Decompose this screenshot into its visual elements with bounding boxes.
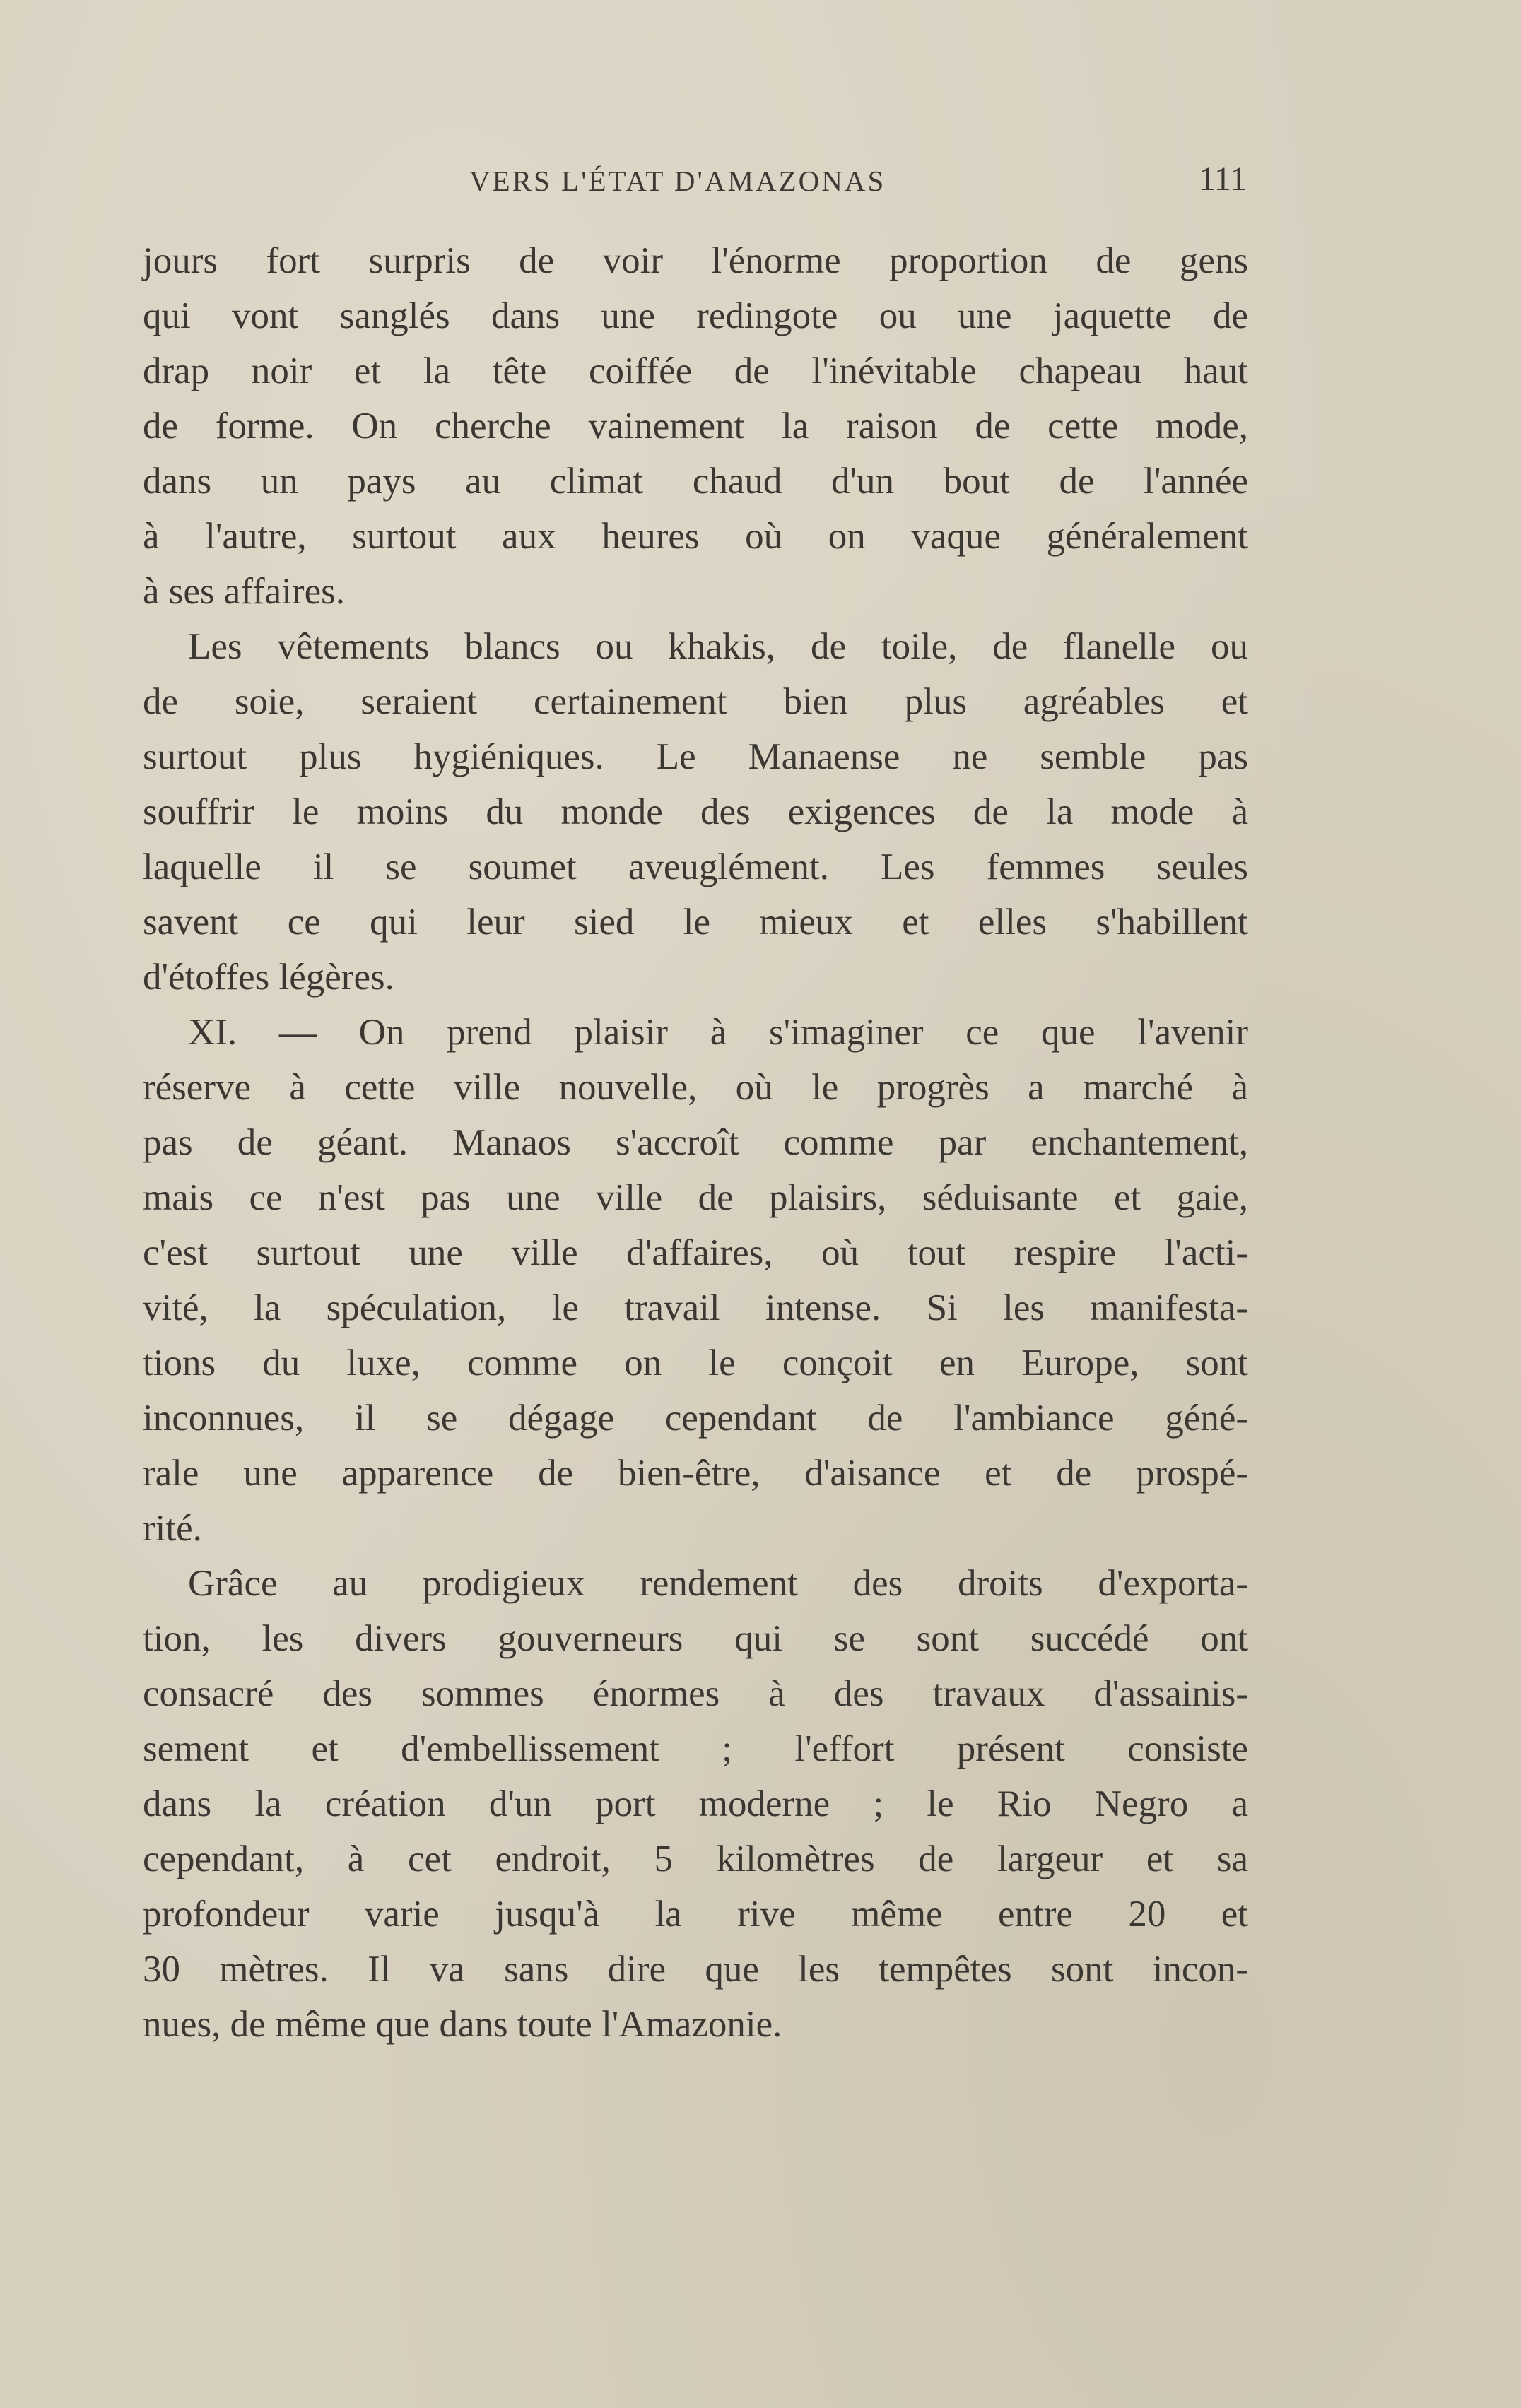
text-line: jours fort surpris de voir l'énorme proportion de gens — [143, 240, 1248, 281]
text-line: rité. — [143, 1508, 202, 1549]
text-line: pas de géant. Manaos s'accroît comme par enchantement, — [143, 1122, 1248, 1163]
text-line: laquelle il se soumet aveuglément. Les femmes seules — [143, 846, 1248, 887]
text-line: 30 mètres. Il va sans dire que les tempêtes sont incon- — [143, 1949, 1248, 1990]
text-line: cependant, à cet endroit, 5 kilomètres de largeur et sa — [143, 1839, 1248, 1879]
text-line: de forme. On cherche vainement la raison de cette mode, — [143, 406, 1248, 447]
text-line: à ses affaires. — [143, 571, 345, 612]
text-line: souffrir le moins du monde des exigences de la mode à — [143, 791, 1248, 832]
text-line: réserve à cette ville nouvelle, où le progrès a marché à — [143, 1067, 1248, 1108]
text-line: à l'autre, surtout aux heures où on vaque généralement — [143, 516, 1248, 557]
text-line: surtout plus hygiéniques. Le Manaense ne semble pas — [143, 736, 1248, 777]
text-line: sement et d'embellissement ; l'effort présent consiste — [143, 1728, 1248, 1769]
text-line: d'étoffes légères. — [143, 957, 394, 998]
text-line: drap noir et la tête coiffée de l'inévitable chapeau haut — [143, 350, 1248, 391]
text-line: profondeur varie jusqu'à la rive même entre 20 et — [143, 1894, 1248, 1935]
text-line: dans la création d'un port moderne ; le Rio Negro a — [143, 1783, 1248, 1824]
text-line: de soie, seraient certainement bien plus agréables et — [143, 681, 1248, 722]
running-head: VERS L'ÉTAT D'AMAZONAS — [469, 165, 886, 197]
text-line: nues, de même que dans toute l'Amazonie. — [143, 2004, 782, 2045]
text-line: Les vêtements blancs ou khakis, de toile, de flanelle ou — [188, 626, 1248, 667]
body-text — [143, 233, 1248, 2052]
text-line: vité, la spéculation, le travail intense. Si les manifesta- — [143, 1287, 1248, 1328]
text-line: Grâce au prodigieux rendement des droits d'exporta- — [188, 1563, 1248, 1604]
text-line: XI. — On prend plaisir à s'imaginer ce que l'avenir — [188, 1012, 1248, 1053]
page-number: 111 — [1198, 160, 1247, 198]
text-line: dans un pays au climat chaud d'un bout de l'année — [143, 461, 1248, 502]
text-line: tion, les divers gouverneurs qui se sont succédé ont — [143, 1618, 1248, 1659]
text-line: tions du luxe, comme on le conçoit en Europe, sont — [143, 1342, 1248, 1383]
text-line: c'est surtout une ville d'affaires, où tout respire l'acti- — [143, 1232, 1248, 1273]
text-line: savent ce qui leur sied le mieux et elles s'habillent — [143, 902, 1248, 943]
text-line: qui vont sanglés dans une redingote ou une jaquette de — [143, 295, 1248, 336]
text-line: consacré des sommes énormes à des travaux d'assainis- — [143, 1673, 1248, 1714]
text-line: rale une apparence de bien-être, d'aisance et de prospé- — [143, 1453, 1248, 1494]
text-line: inconnues, il se dégage cependant de l'ambiance géné- — [143, 1398, 1248, 1439]
text-line: mais ce n'est pas une ville de plaisirs, séduisante et gaie, — [143, 1177, 1248, 1218]
